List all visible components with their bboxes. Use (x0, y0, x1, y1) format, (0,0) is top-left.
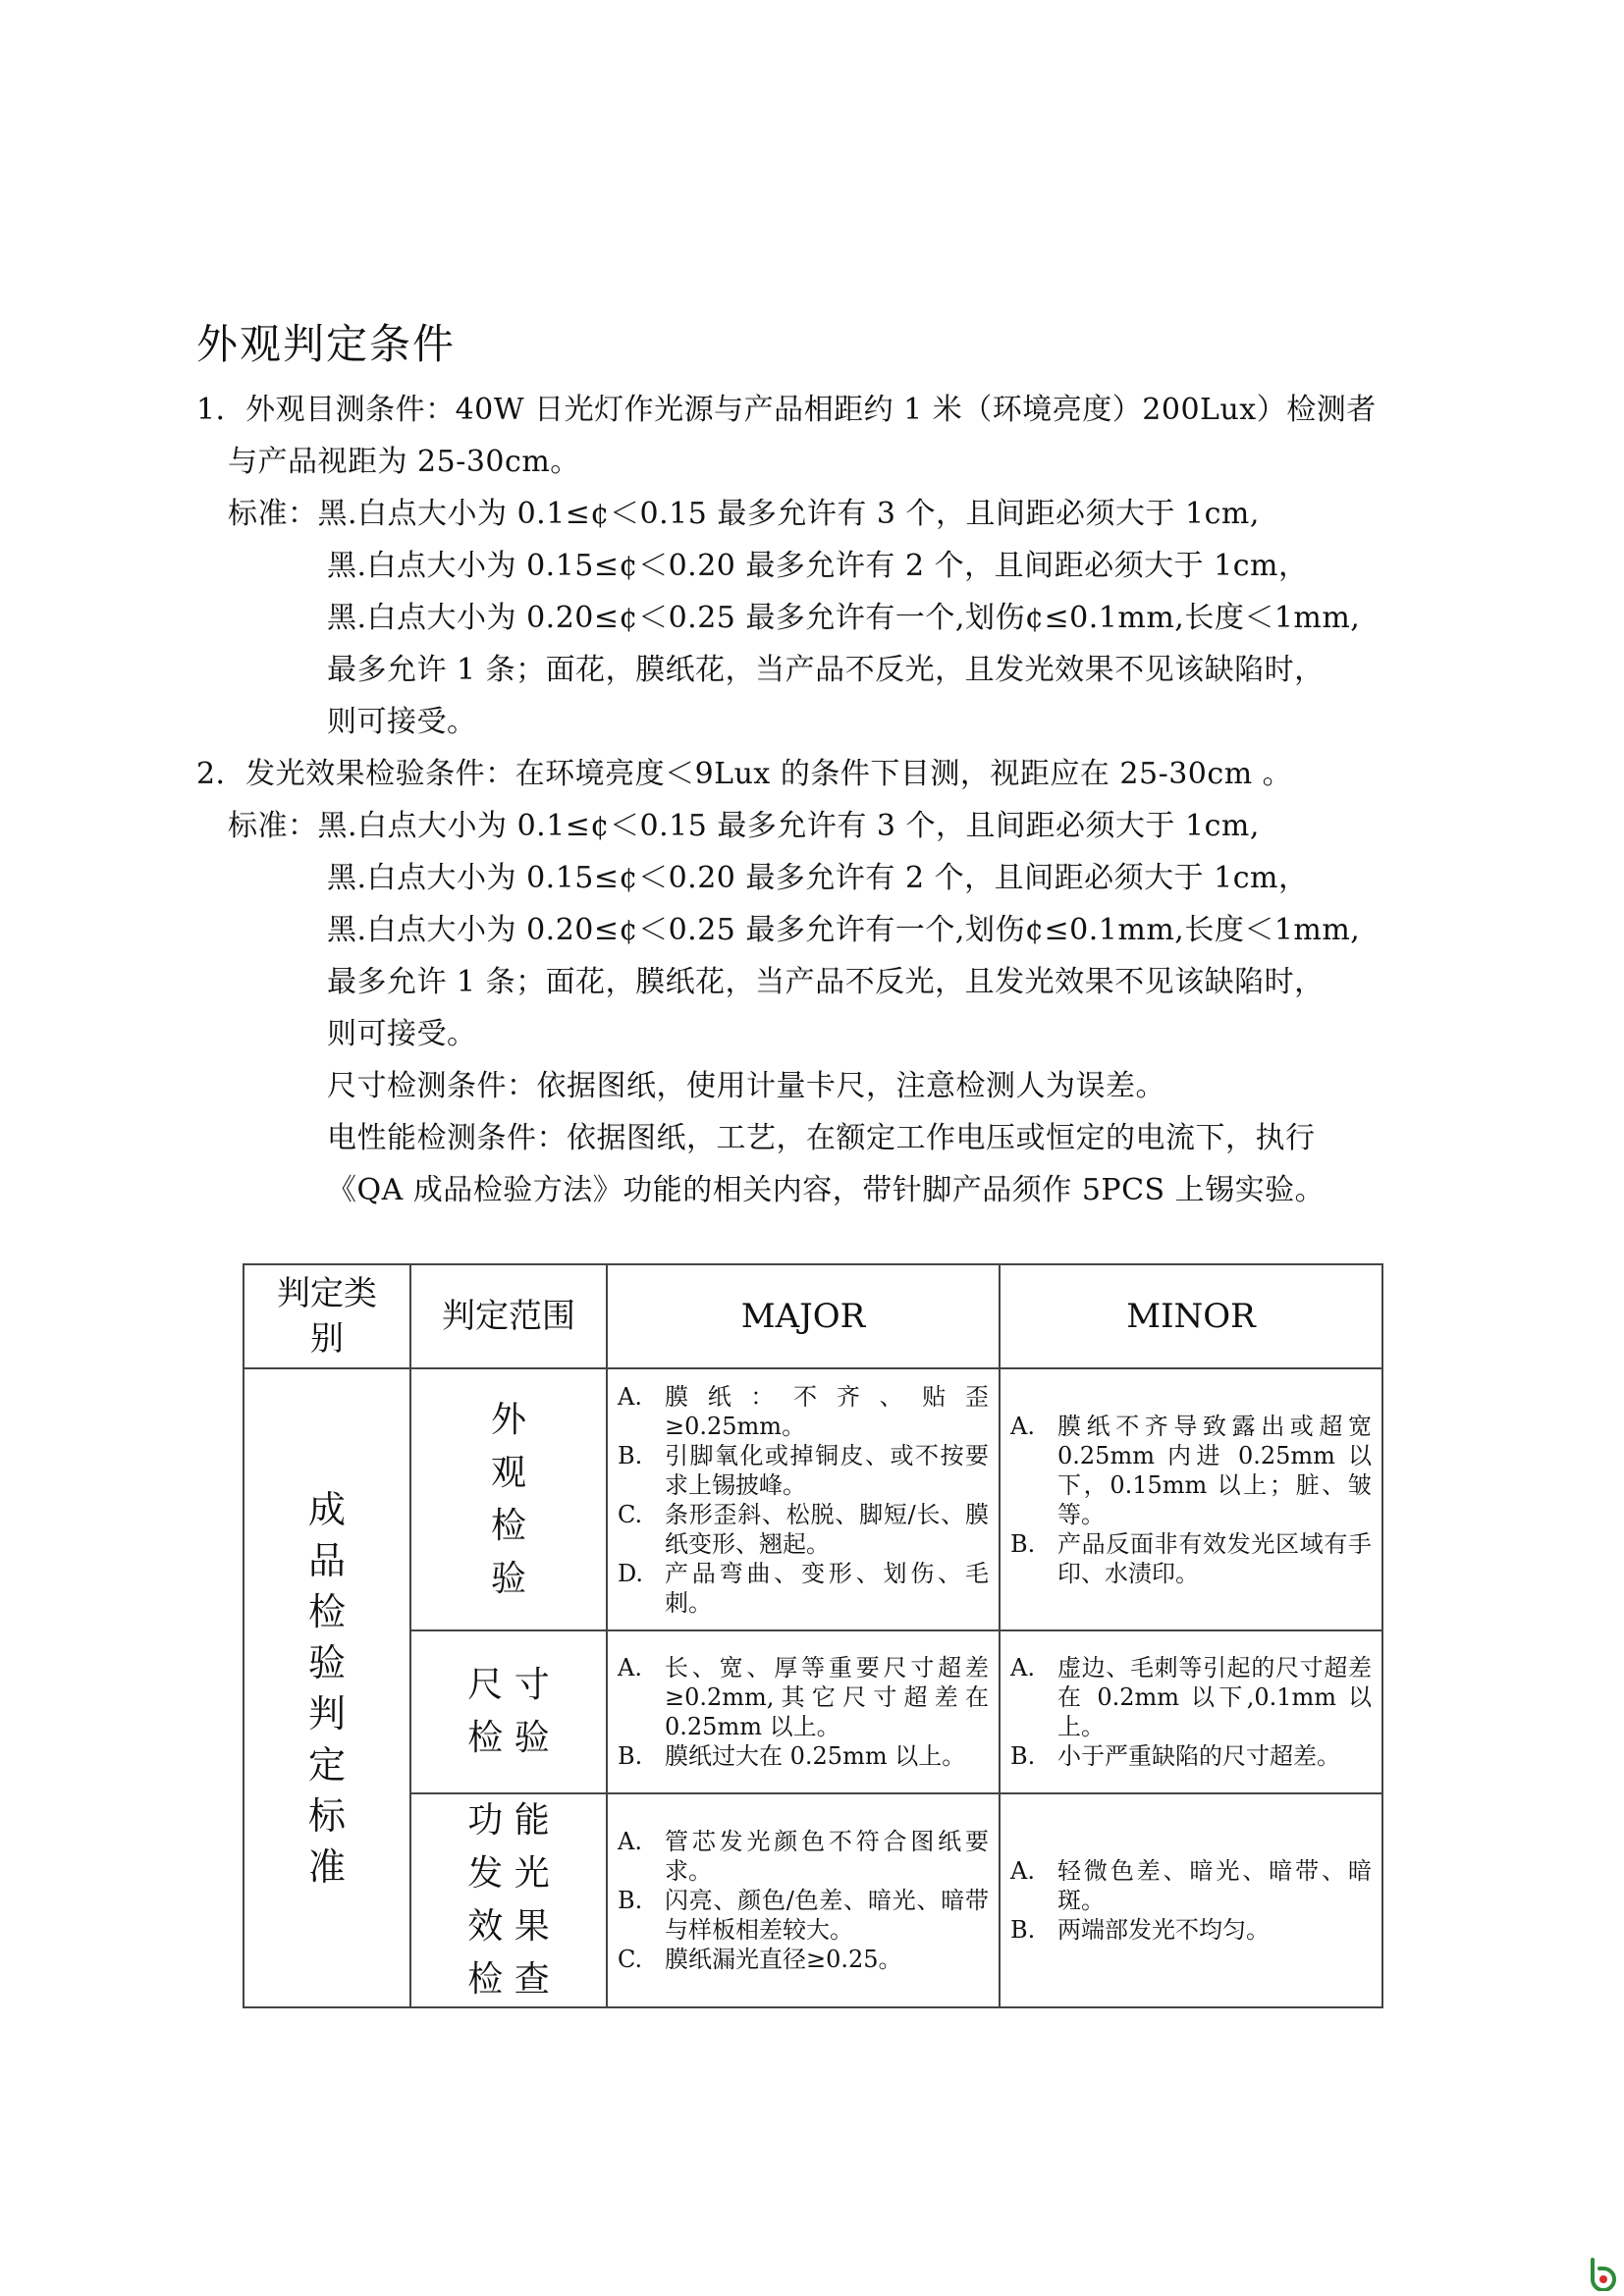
category-cell: 成 品 检 验 判 定 标 准 (244, 1368, 410, 2007)
list-item: B. 小于严重缺陷的尺寸超差。 (1010, 1742, 1340, 1770)
table-row (244, 1793, 1382, 2007)
list-item: B. 闪亮、颜色/色差、暗光、暗带与样板相差较大。 (618, 1887, 989, 1944)
list-item: A. 虚边、毛刺等引起的尺寸超差在 0.2mm 以下,0.1mm 以上。 (1010, 1654, 1372, 1740)
minor-cell (1000, 1793, 1382, 2007)
list-item: B. 产品反面非有效发光区域有手印、水渍印。 (1010, 1529, 1372, 1587)
header-scope: 判定范围 (410, 1264, 607, 1368)
list-item: A. 膜纸不齐导致露出或超宽 0.25mm 内进 0.25mm 以下，0.15mm 以上；脏、皱等。 (1010, 1412, 1372, 1528)
list-item: B. 引脚氧化或掉铜皮、或不按要求上锡披峰。 (618, 1441, 989, 1499)
header-minor: MINOR (1000, 1264, 1382, 1368)
list-item: A. 长、宽、厚等重要尺寸超差≥0.2mm,其它尺寸超差在 0.25mm 以上。 (618, 1654, 989, 1740)
major-cell (607, 1368, 1000, 1630)
standard-line: 黑.白点大小为 0.20≤¢＜0.25 最多允许有一个,划伤¢≤0.1mm,长度＜1mm, (327, 601, 1361, 635)
standard-line: 最多允许 1 条；面花，膜纸花，当产品不反光，且发光效果不见该缺陷时， (327, 653, 1325, 687)
standard-line: 则可接受。 (327, 705, 477, 739)
list-item: C. 条形歪斜、松脱、脚短/长、膜纸变形、翘起。 (618, 1500, 989, 1558)
list-item: A. 管芯发光颜色不符合图纸要求。 (618, 1828, 989, 1885)
minor-cell (1000, 1368, 1382, 1630)
list-item: B. 膜纸过大在 0.25mm 以上。 (618, 1742, 966, 1770)
list-item: D. 产品弯曲、变形、划伤、毛刺。 (618, 1559, 989, 1617)
table-row (244, 1368, 1382, 1630)
condition-line: 与产品视距为 25-30cm。 (228, 445, 580, 479)
standard-line: 标准：黑.白点大小为 0.1≤¢＜0.15 最多允许有 3 个，且间距必须大于 1cm, (228, 809, 1260, 843)
standard-line: 黑.白点大小为 0.20≤¢＜0.25 最多允许有一个,划伤¢≤0.1mm,长度＜1mm, (327, 913, 1361, 947)
brand-logo-icon (1589, 2258, 1618, 2291)
scope-dimension: 尺 寸 检 验 (410, 1630, 607, 1793)
condition-line: 1．外观目测条件：40W 日光灯作光源与产品相距约 1 米（环境亮度）200Lux）检测者 (196, 393, 1377, 427)
standard-line: 黑.白点大小为 0.15≤¢＜0.20 最多允许有 2 个，且间距必须大于 1cm， (327, 861, 1309, 895)
header-major: MAJOR (607, 1264, 1000, 1368)
table-row (244, 1630, 1382, 1793)
header-category: 判定类别 (244, 1264, 410, 1368)
scope-function: 功 能 发 光 效 果 检 查 (410, 1793, 607, 2007)
standard-line: 则可接受。 (327, 1017, 477, 1051)
list-item: A. 轻微色差、暗光、暗带、暗斑。 (1010, 1857, 1372, 1914)
list-item: B. 两端部发光不均匀。 (1010, 1916, 1270, 1944)
list-item: A. 膜纸：不齐、贴歪≥0.25mm。 (618, 1382, 989, 1440)
scope-appearance: 外 观 检 验 (410, 1368, 607, 1630)
electrical-condition-line: 《QA 成品检验方法》功能的相关内容，带针脚产品须作 5PCS 上锡实验。 (327, 1173, 1326, 1207)
list-item: C. 膜纸漏光直径≥0.25。 (618, 1946, 902, 1973)
electrical-condition-line: 电性能检测条件：依据图纸，工艺，在额定工作电压或恒定的电流下，执行 (327, 1121, 1316, 1155)
standard-line: 最多允许 1 条；面花，膜纸花，当产品不反光，且发光效果不见该缺陷时， (327, 965, 1325, 999)
minor-cell (1000, 1630, 1382, 1793)
major-cell (607, 1793, 1000, 2007)
table-header-row (244, 1264, 1382, 1368)
standard-line: 标准：黑.白点大小为 0.1≤¢＜0.15 最多允许有 3 个，且间距必须大于 1cm, (228, 497, 1260, 531)
dimension-condition-line: 尺寸检测条件：依据图纸，使用计量卡尺，注意检测人为误差。 (327, 1069, 1165, 1103)
condition-line: 2．发光效果检验条件：在环境亮度＜9Lux 的条件下目测，视距应在 25-30cm 。 (196, 757, 1293, 791)
major-cell (607, 1630, 1000, 1793)
standard-line: 黑.白点大小为 0.15≤¢＜0.20 最多允许有 2 个，且间距必须大于 1cm， (327, 549, 1309, 583)
judgment-table (243, 1263, 1383, 2008)
page-heading: 外观判定条件 (196, 320, 457, 368)
